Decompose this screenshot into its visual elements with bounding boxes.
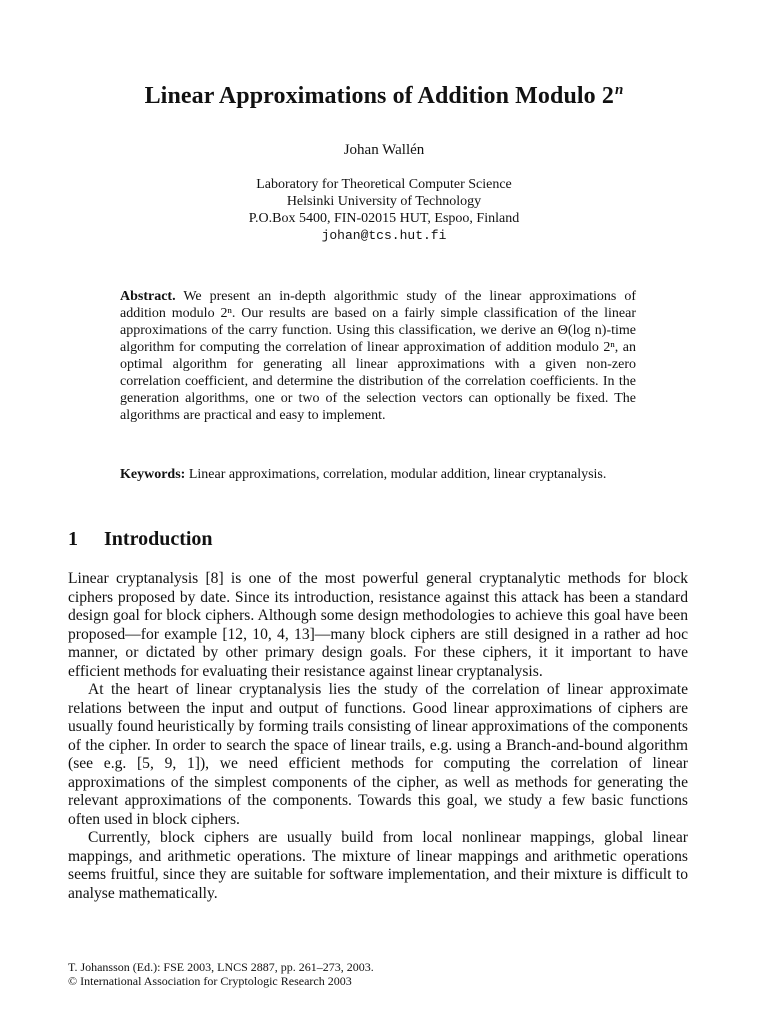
keywords-label: Keywords:	[120, 467, 186, 482]
paper-title	[0, 82, 768, 110]
title-superscript: n	[614, 82, 624, 98]
keywords-text: Linear approximations, correlation, modular addition, linear cryptanalysis.	[188, 467, 607, 482]
abstract-text: We present an in-depth algorithmic study of the linear approximations of addition modulo 2ⁿ. Our results are based on a fairly simple classification of the linear approximations of the carry function. Using this classification, we derive an Θ(log n)-time algorithm for computing the correlation of linear approximation of addition modulo 2ⁿ, an optimal algorithm for generating all linear approximations with a given non-zero correlation coefficient, and determine the distribution of the correlation coefficients. In the generation algorithms, one or two of the selection vectors can optionally be fixed. The algorithms are practical and easy to implement.	[120, 289, 637, 423]
section-heading	[68, 528, 213, 551]
body-paragraph-2: At the heart of linear cryptanalysis lies the study of the correlation of linear approximate relations between the input and output of functions. Good linear approximations of ciphers are usually found heuristically by forming trails consisting of linear approximations of the components of the cipher. In order to search the space of linear trails, e.g. using a Branch-and-bound algorithm (see e.g. [5, 9, 1]), we need efficient methods for computing the correlation of linear approximations of the simplest components of the cipher, as well as methods for generating the relevant approximations of the components. Towards this goal, we study a few basic functions often used in block ciphers.	[68, 681, 688, 828]
paper-title-text: Linear Approximations of Addition Modulo 2	[144, 83, 614, 109]
author-name: Johan Wallén	[343, 142, 425, 158]
section-number: 1	[68, 528, 78, 550]
body-paragraph-3: Currently, block ciphers are usually build from local nonlinear mappings, global linear mappings, and arithmetic operations. The mixture of linear mappings and arithmetic operations seems fruitful, since they are suitable for software implementation, and their mixture is difficult to analyse mathematically.	[68, 829, 688, 902]
abstract-block	[120, 288, 636, 424]
body-paragraph-1: Linear cryptanalysis [8] is one of the most powerful general cryptanalytic methods for block ciphers proposed by date. Since its introduction, resistance against this attack has been a standard design goal for block ciphers. Although some design methodologies to achieve this goal have been proposed—for example [12, 10, 4, 13]—many block ciphers are still designed in a rather ad hoc manner, or dictated by other primary design goals. For these ciphers, it it important to have efficient methods for evaluating their resistance against linear cryptanalysis.	[68, 570, 688, 680]
affiliation-line-1: Laboratory for Theoretical Computer Science	[256, 177, 512, 192]
footer-copyright: © International Association for Cryptologic Research 2003	[68, 974, 352, 988]
affiliation-line-2: Helsinki University of Technology	[286, 194, 482, 209]
affiliation-block	[0, 176, 768, 244]
affiliation-line-3: P.O.Box 5400, FIN-02015 HUT, Espoo, Finland	[248, 211, 520, 226]
body-text	[68, 570, 688, 903]
section-title: Introduction	[104, 528, 213, 550]
footer-citation: T. Johansson (Ed.): FSE 2003, LNCS 2887, pp. 261–273, 2003.	[68, 960, 374, 974]
keywords-block	[120, 466, 636, 483]
author-email: johan@tcs.hut.fi	[321, 228, 447, 243]
page-footer	[68, 960, 688, 988]
abstract-label: Abstract.	[120, 289, 176, 304]
